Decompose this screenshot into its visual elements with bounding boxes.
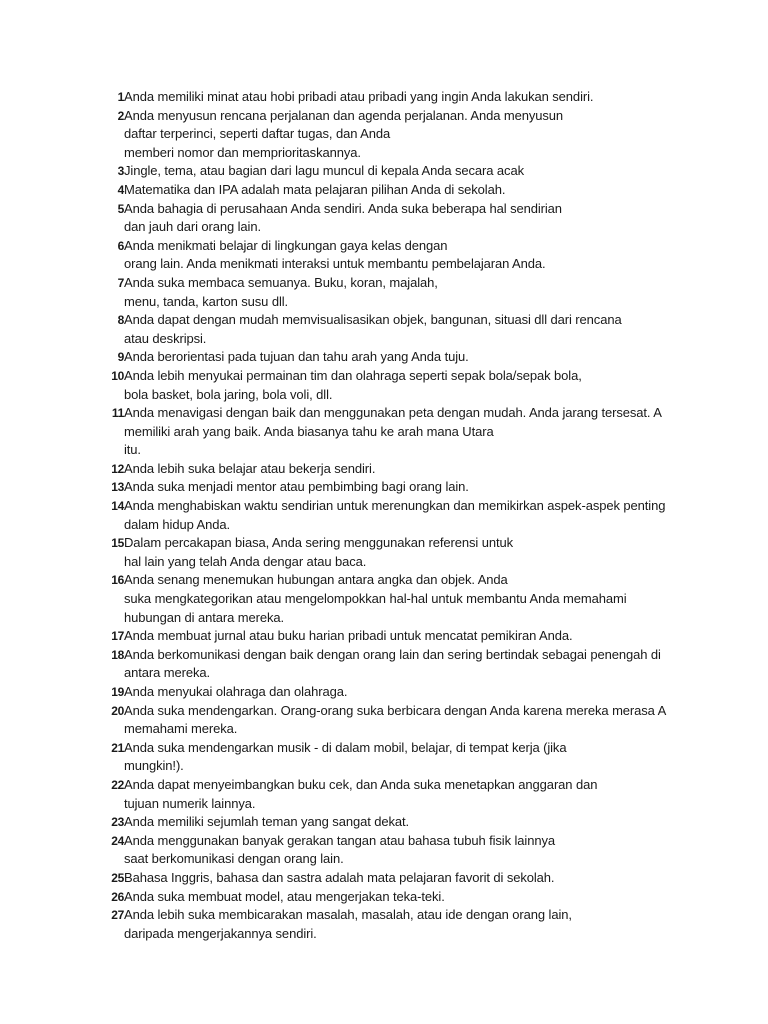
item-number: 17 [111,629,124,644]
statement-list [100,88,704,943]
list-item [100,274,704,311]
list-item [100,888,704,907]
list-item [100,88,704,107]
item-number: 13 [111,480,124,495]
item-text-line: memahami mereka. [124,721,238,737]
item-number: 10 [111,368,124,383]
item-text-line: Anda suka membaca semuanya. Buku, koran, majalah, [124,274,438,290]
item-text [124,832,704,869]
item-number: 18 [111,647,124,662]
item-text-line: Dalam percakapan biasa, Anda sering menggunakan referensi untuk [124,535,514,551]
item-text-line: Anda bahagia di perusahaan Anda sendiri. Anda suka beberapa hal sendirian [124,200,562,216]
item-text-line: Anda membuat jurnal atau buku harian pribadi untuk mencatat pemikiran Anda. [124,628,573,644]
item-number: 21 [111,740,124,755]
item-text [124,181,704,200]
item-text-line: bola basket, bola jaring, bola voli, dll. [124,386,333,402]
list-item [100,367,704,404]
item-text [124,162,704,181]
item-text-line: Anda menghabiskan waktu sendirian untuk merenungkan dan memikirkan aspek-aspek penting [124,498,666,514]
item-text [124,627,704,646]
item-text-line: Anda menggunakan banyak gerakan tangan atau bahasa tubuh fisik lainnya [124,832,555,848]
item-number: 8 [117,313,124,328]
list-item [100,869,704,888]
list-item [100,497,704,534]
item-text-line: Anda memiliki sejumlah teman yang sangat dekat. [124,814,410,830]
item-number: 3 [117,164,124,179]
item-text-line: dalam hidup Anda. [124,516,230,532]
list-item [100,627,704,646]
list-item [100,478,704,497]
item-number: 16 [111,573,124,588]
list-item [100,311,704,348]
list-item [100,571,704,627]
item-number: 23 [111,815,124,830]
item-text-line: daripada mengerjakannya sendiri. [124,925,317,941]
item-number: 19 [111,685,124,699]
list-item [100,832,704,869]
item-number: 1 [117,90,124,104]
item-text-line: itu. [124,442,141,458]
item-text [124,646,704,683]
item-text-line: tujuan numerik lainnya. [124,795,256,811]
item-text [124,869,704,888]
item-text-line: Anda lebih suka membicarakan masalah, masalah, atau ide dengan orang lain, [124,907,572,923]
list-item [100,404,704,460]
list-item [100,162,704,181]
item-text [124,460,704,479]
list-item [100,683,704,702]
item-number: 25 [111,870,124,885]
item-text-line: Anda menyusun rencana perjalanan dan agenda perjalanan. Anda menyusun [124,107,564,123]
item-text-line: Anda menavigasi dengan baik dan menggunakan peta dengan mudah. Anda jarang tersesat. A [124,405,662,421]
item-text [124,404,704,460]
item-text-line: memiliki arah yang baik. Anda biasanya tahu ke arah mana Utara [124,423,494,439]
item-text-line: Anda dapat dengan mudah memvisualisasikan objek, bangunan, situasi dll dari rencana [124,312,622,328]
item-text-line: Anda berorientasi pada tujuan dan tahu arah yang Anda tuju. [124,349,469,365]
list-item [100,237,704,274]
item-number: 5 [117,201,124,216]
item-text [124,478,704,497]
item-text-line: Anda suka menjadi mentor atau pembimbing bagi orang lain. [124,479,469,495]
item-text [124,683,704,702]
item-text-line: Matematika dan IPA adalah mata pelajaran pilihan Anda di sekolah. [124,181,506,197]
item-number: 24 [111,833,124,848]
list-item [100,702,704,739]
item-text [124,200,704,237]
item-text-line: orang lain. Anda menikmati interaksi untuk membantu pembelajaran Anda. [124,256,546,272]
item-text-line: Anda suka mendengarkan musik - di dalam mobil, belajar, di tempat kerja (jika [124,739,567,755]
item-number: 27 [111,908,124,923]
item-text [124,702,704,739]
item-number: 7 [117,275,124,290]
item-number: 12 [111,461,124,476]
item-text-line: memberi nomor dan memprioritaskannya. [124,144,361,160]
item-number: 14 [111,499,124,514]
list-item [100,460,704,479]
item-text-line: Anda menikmati belajar di lingkungan gaya kelas dengan [124,237,448,253]
item-text [124,88,704,107]
item-text-line: Jingle, tema, atau bagian dari lagu muncul di kepala Anda secara acak [124,163,524,179]
list-item [100,813,704,832]
item-text-line: antara mereka. [124,665,211,681]
item-number: 11 [111,406,124,421]
item-text [124,776,704,813]
item-text-line: Anda lebih suka belajar atau bekerja sendiri. [124,460,376,476]
item-number: 15 [111,536,124,551]
item-text [124,888,704,907]
item-text-line: hubungan di antara mereka. [124,609,285,625]
item-text [124,311,704,348]
list-item [100,906,704,943]
item-text-line: Anda senang menemukan hubungan antara angka dan objek. Anda [124,572,508,588]
item-text-line: menu, tanda, karton susu dll. [124,293,289,309]
item-text-line: dan jauh dari orang lain. [124,219,261,235]
item-text [124,813,704,832]
item-text [124,348,704,367]
item-text-line: Anda memiliki minat atau hobi pribadi atau pribadi yang ingin Anda lakukan sendiri. [124,89,594,104]
list-item [100,181,704,200]
item-number: 26 [111,889,124,904]
item-text-line: Anda lebih menyukai permainan tim dan olahraga seperti sepak bola/sepak bola, [124,367,582,383]
item-number: 9 [117,350,124,365]
item-text-line: saat berkomunikasi dengan orang lain. [124,851,344,867]
item-text-line: suka mengkategorikan atau mengelompokkan hal-hal untuk membantu Anda memahami [124,591,627,607]
list-item [100,776,704,813]
item-number: 6 [117,238,124,253]
item-text [124,237,704,274]
item-text [124,497,704,534]
item-text [124,571,704,627]
item-text [124,906,704,943]
item-text-line: Anda dapat menyeimbangkan buku cek, dan Anda suka menetapkan anggaran dan [124,776,598,792]
item-number: 20 [111,703,124,718]
list-item [100,739,704,776]
list-item [100,348,704,367]
item-text [124,739,704,776]
item-text-line: Anda suka membuat model, atau mengerjakan teka-teki. [124,888,445,904]
item-number: 2 [117,108,124,123]
list-item [100,107,704,163]
item-text-line: daftar terperinci, seperti daftar tugas, dan Anda [124,126,391,142]
item-text-line: Anda berkomunikasi dengan baik dengan orang lain dan sering bertindak sebagai penengah di [124,646,661,662]
item-text-line: Anda menyukai olahraga dan olahraga. [124,684,348,699]
item-text-line: hal lain yang telah Anda dengar atau baca. [124,553,367,569]
item-text-line: Bahasa Inggris, bahasa dan sastra adalah mata pelajaran favorit di sekolah. [124,869,555,885]
item-text-line: mungkin!). [124,758,184,774]
list-item [100,534,704,571]
item-number: 22 [111,777,124,792]
item-text [124,534,704,571]
item-text-line: atau deskripsi. [124,330,207,346]
item-text [124,367,704,404]
item-text-line: Anda suka mendengarkan. Orang-orang suka berbicara dengan Anda karena mereka merasa A [124,702,667,718]
item-text [124,274,704,311]
list-item [100,646,704,683]
item-number: 4 [117,182,124,197]
item-text [124,107,704,163]
list-item [100,200,704,237]
